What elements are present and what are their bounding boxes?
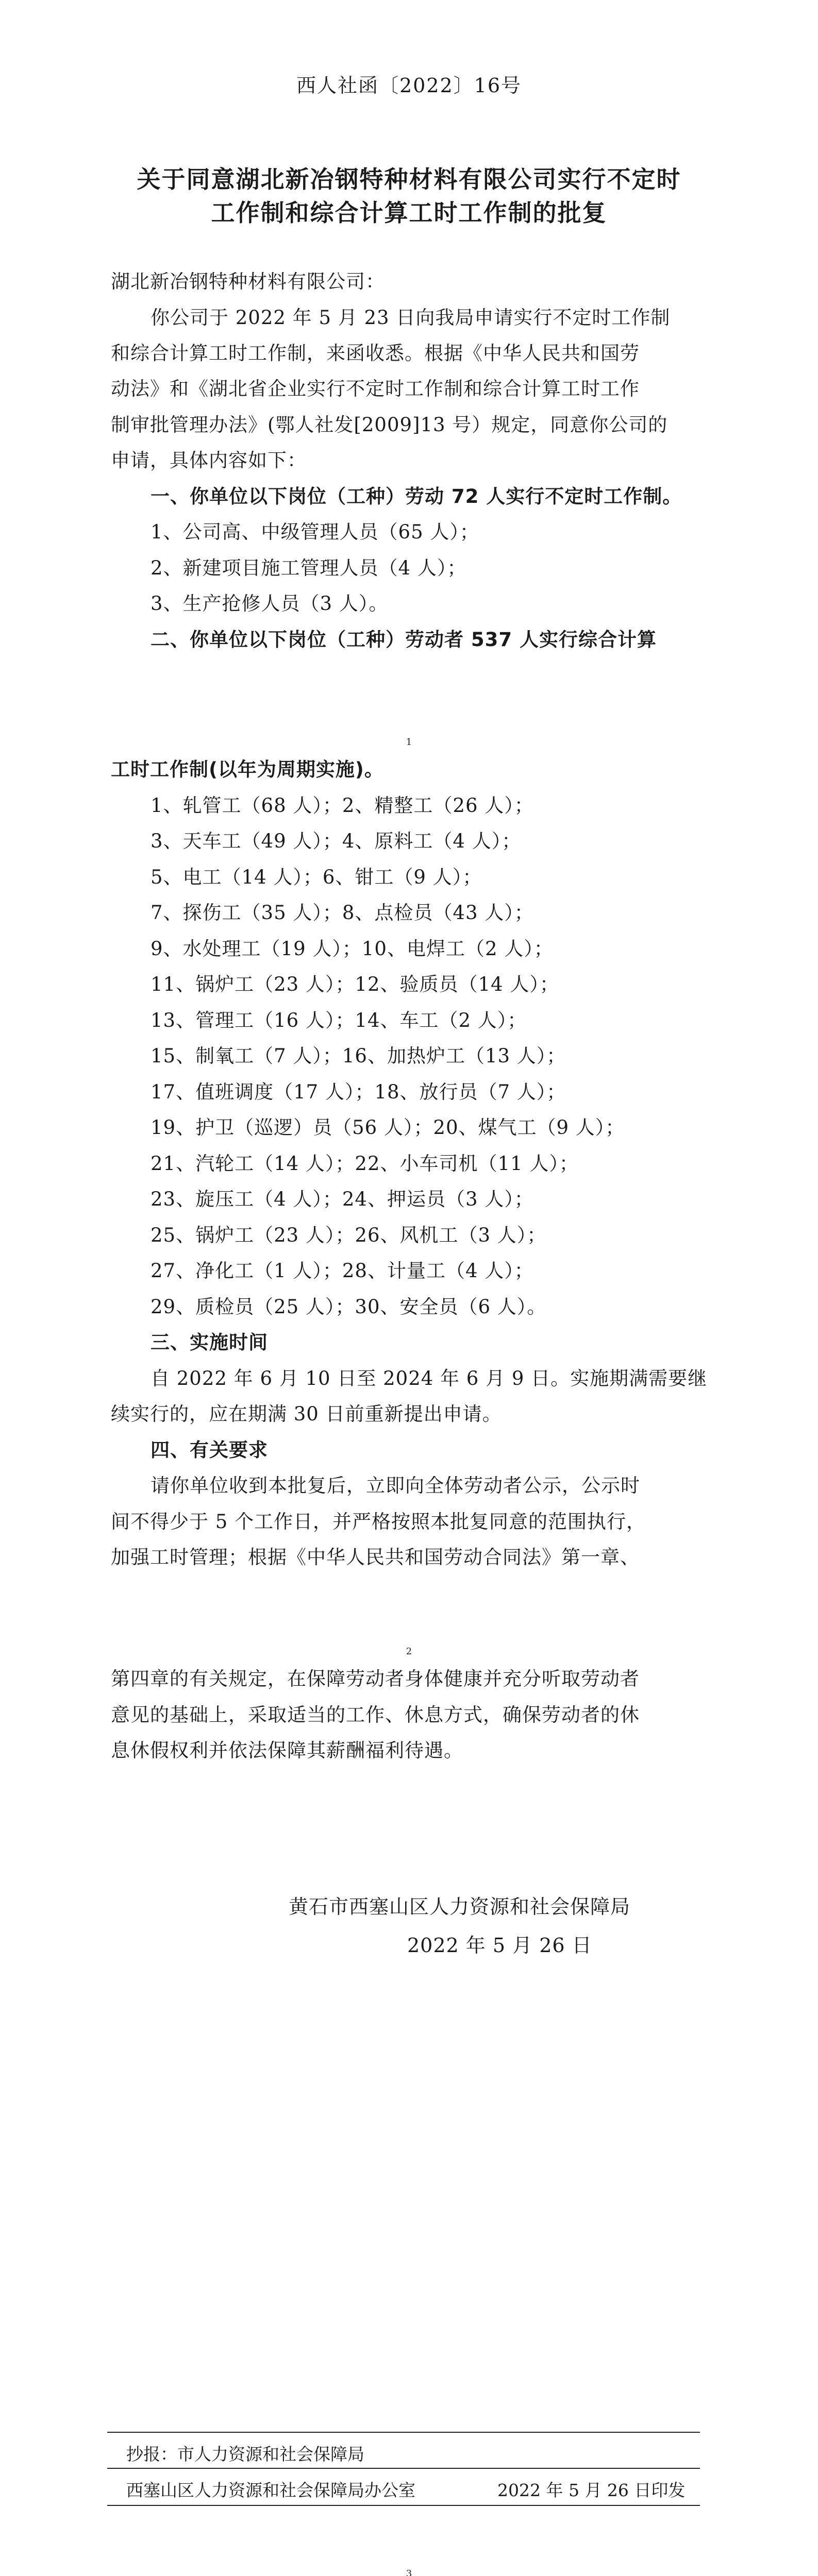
- section-3-line: 续实行的，应在期满 30 日前重新提出申请。: [111, 1403, 502, 1425]
- section-1-heading: 一、你单位以下岗位（工种）劳动 72 人实行不定时工作制。: [151, 485, 682, 507]
- footer-issue-date: 2022 年 5 月 26 日印发: [497, 2480, 686, 2500]
- section-4-heading: 四、有关要求: [151, 1439, 268, 1461]
- section-2-item: 9、水处理工（19 人）；10、电焊工（2 人）；: [151, 938, 554, 960]
- section-2-item: 15、制氧工（7 人）；16、加热炉工（13 人）；: [151, 1045, 566, 1067]
- footer-rule-top: [107, 2432, 700, 2433]
- intro-line: 动法》和《湖北省企业实行不定时工作制和综合计算工时工作: [111, 378, 640, 400]
- section-1-item: 3、生产抢修人员（3 人）。: [151, 592, 389, 615]
- section-4-line: 第四章的有关规定，在保障劳动者身体健康并充分听取劳动者: [111, 1668, 640, 1690]
- footer-rule-bottom: [107, 2505, 700, 2506]
- section-2-item: 7、探伤工（35 人）；8、点检员（43 人）；: [151, 902, 534, 924]
- section-1-item: 2、新建项目施工管理人员（4 人）；: [151, 557, 467, 579]
- footer-rule-middle: [107, 2468, 700, 2469]
- document-title-line-1: 关于同意湖北新冶钢特种材料有限公司实行不定时: [137, 165, 681, 193]
- intro-line: 你公司于 2022 年 5 月 23 日向我局申请实行不定时工作制: [151, 307, 671, 329]
- salutation: 湖北新冶钢特种材料有限公司：: [111, 270, 385, 293]
- section-2-item: 29、质检员（25 人）；30、安全员（6 人）。: [151, 1296, 547, 1318]
- section-2-item: 23、旋压工（4 人）；24、押运员（3 人）；: [151, 1188, 534, 1210]
- signature-date: 2022 年 5 月 26 日: [407, 1934, 592, 1957]
- section-2-heading-line-1: 二、你单位以下岗位（工种）劳动者 537 人实行综合计算: [151, 629, 657, 651]
- section-2-item: 25、锅炉工（23 人）；26、风机工（3 人）；: [151, 1224, 547, 1246]
- page-number: 1: [406, 737, 412, 748]
- section-2-item: 27、净化工（1 人）；28、计量工（4 人）；: [151, 1260, 534, 1282]
- intro-line: 制审批管理办法》(鄂人社发[2009]13 号）规定，同意你公司的: [111, 414, 668, 436]
- section-2-item: 3、天车工（49 人）；4、原料工（4 人）；: [151, 830, 522, 852]
- document-number: 西人社函〔2022〕16号: [296, 74, 522, 97]
- document-title-line-2: 工作制和综合计算工时工作制的批复: [211, 199, 607, 227]
- section-2-item: 5、电工（14 人）；6、钳工（9 人）；: [151, 866, 482, 888]
- section-3-heading: 三、实施时间: [151, 1331, 268, 1353]
- section-2-item: 11、锅炉工（23 人）；12、验质员（14 人）；: [151, 973, 559, 995]
- signature-org: 黄石市西塞山区人力资源和社会保障局: [289, 1895, 631, 1918]
- section-1-item: 1、公司高、中级管理人员（65 人）；: [151, 521, 479, 543]
- page-number: 3: [406, 2568, 412, 2576]
- section-2-item: 13、管理工（16 人）；14、车工（2 人）；: [151, 1009, 527, 1031]
- section-2-item: 21、汽轮工（14 人）；22、小车司机（11 人）；: [151, 1153, 579, 1175]
- section-4-line: 间不得少于 5 个工作日，并严格按照本批复同意的范围执行，: [111, 1511, 646, 1533]
- section-2-item: 1、轧管工（68 人）；2、精整工（26 人）；: [151, 794, 534, 817]
- section-4-line: 请你单位收到本批复后，立即向全体劳动者公示，公示时: [151, 1475, 640, 1497]
- section-3-line: 自 2022 年 6 月 10 日至 2024 年 6 月 9 日。实施期满需要继: [151, 1367, 708, 1389]
- intro-line: 和综合计算工时工作制，来函收悉。根据《中华人民共和国劳: [111, 342, 640, 364]
- section-4-line: 意见的基础上，采取适当的工作、休息方式，确保劳动者的休: [111, 1704, 640, 1726]
- intro-line: 申请，具体内容如下：: [111, 449, 307, 471]
- footer-cc: 抄报：市人力资源和社会保障局: [126, 2444, 364, 2464]
- section-2-heading-line-2: 工时工作制(以年为周期实施)。: [111, 758, 384, 781]
- section-2-item: 17、值班调度（17 人）；18、放行员（7 人）；: [151, 1081, 566, 1103]
- footer-issuer: 西塞山区人力资源和社会保障局办公室: [126, 2480, 415, 2500]
- page-number: 2: [406, 1646, 412, 1657]
- section-2-item: 19、护卫（巡逻）员（56 人）；20、煤气工（9 人）；: [151, 1116, 625, 1139]
- section-4-line: 息休假权利并依法保障其薪酬福利待遇。: [111, 1739, 463, 1761]
- section-4-line: 加强工时管理；根据《中华人民共和国劳动合同法》第一章、: [111, 1546, 640, 1568]
